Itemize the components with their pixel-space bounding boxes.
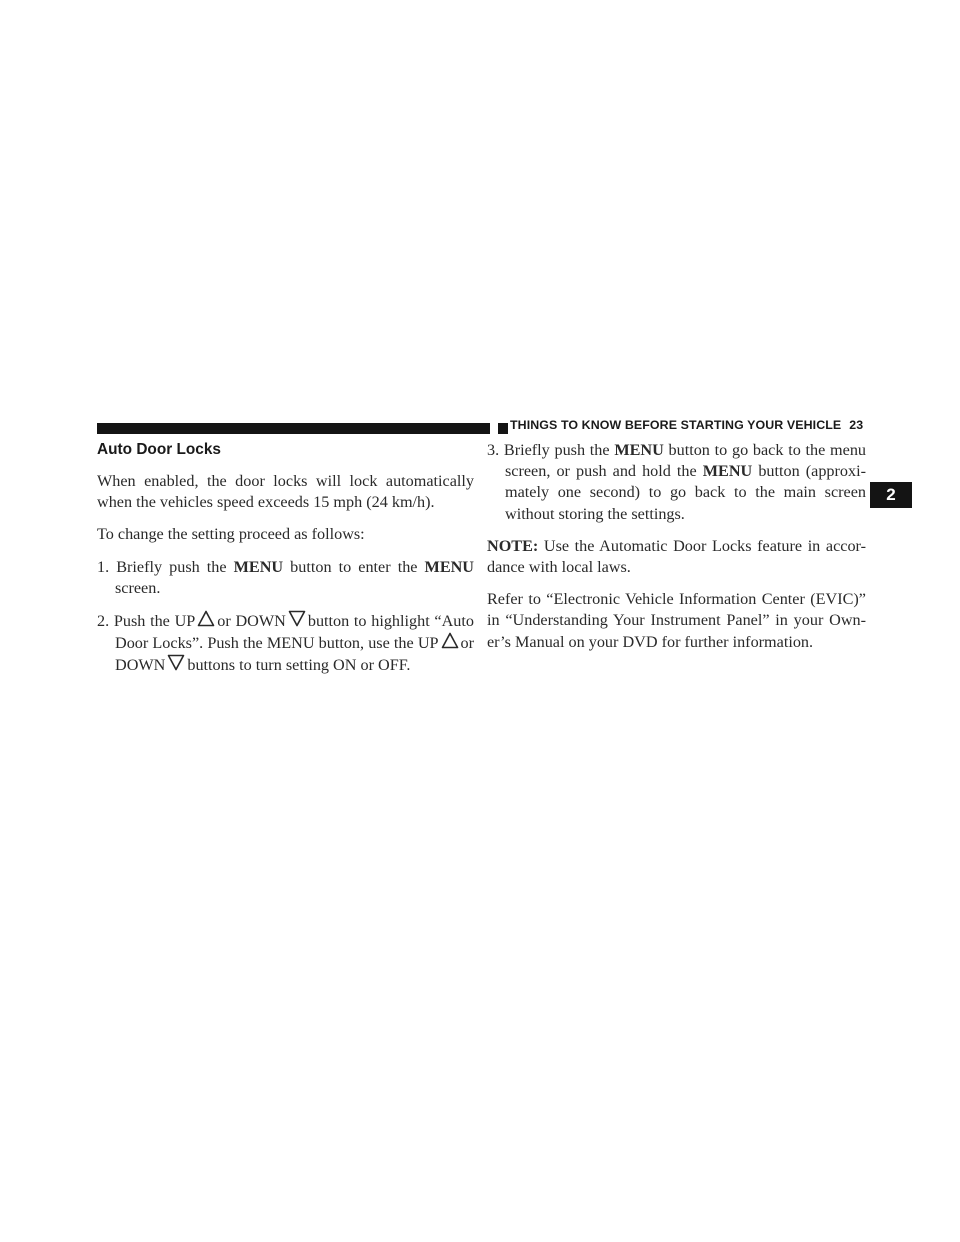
step-text: Briefly push the [116,557,234,576]
step-text: buttons to turn setting ON or OFF. [187,656,411,675]
left-column [97,440,474,677]
step-text: screen. [115,578,161,597]
step-text: Push the UP [113,612,196,631]
section-heading: Auto Door Locks [97,441,221,458]
menu-button-label: MENU [702,462,753,481]
header-rule-end [498,423,508,434]
header-rule-gap [490,423,498,434]
menu-button-label: MENU [614,441,664,459]
note-paragraph [487,536,866,578]
up-triangle-icon [441,632,459,649]
intro-paragraph: When enabled, the door locks will lock automatically when the vehicles speed exceeds 15 mph (24 km/h). [97,472,474,512]
step-text: button to enter the [283,557,425,576]
step-number: 2. [97,612,110,631]
step-number: 3. [487,441,500,459]
down-triangle-icon [167,654,185,671]
note-text: Use the Automatic Door Locks feature in accor-dance with local laws. [487,536,866,577]
step-2 [97,610,474,677]
header-rule [97,423,490,434]
section-title: THINGS TO KNOW BEFORE STARTING YOUR VEHICLE [510,418,842,432]
step-number: 1. [97,557,110,576]
up-triangle-icon [197,610,215,627]
right-column [487,440,866,653]
step-text: button (approxi-mately one second) to go back to the main screen without storing the settings. [505,462,866,523]
note-label: NOTE: [487,536,539,555]
page-number: 23 [849,418,864,432]
step-1 [97,557,474,599]
step-text: Briefly push the [503,441,615,459]
step-text: button to go back to the menu screen, or push and hold the [505,441,867,481]
reference-paragraph: Refer to “Electronic Vehicle Information Center (EVIC)” in “Understanding Your Instrument Panel” in your Own-er’s Manual on your DVD for further information. [487,590,866,651]
step-text: or DOWN [115,634,474,675]
step-text: or DOWN [217,612,286,631]
running-header [510,418,863,436]
step-3 [487,440,866,525]
instruction-intro: To change the setting proceed as follows: [97,525,365,544]
chapter-tab: 2 [870,482,912,508]
step-text: button to highlight “Auto Door Locks”. Push the MENU button, use the UP [115,612,474,653]
menu-screen-label: MENU [424,557,475,576]
down-triangle-icon [288,610,306,627]
menu-button-label: MENU [233,557,284,576]
